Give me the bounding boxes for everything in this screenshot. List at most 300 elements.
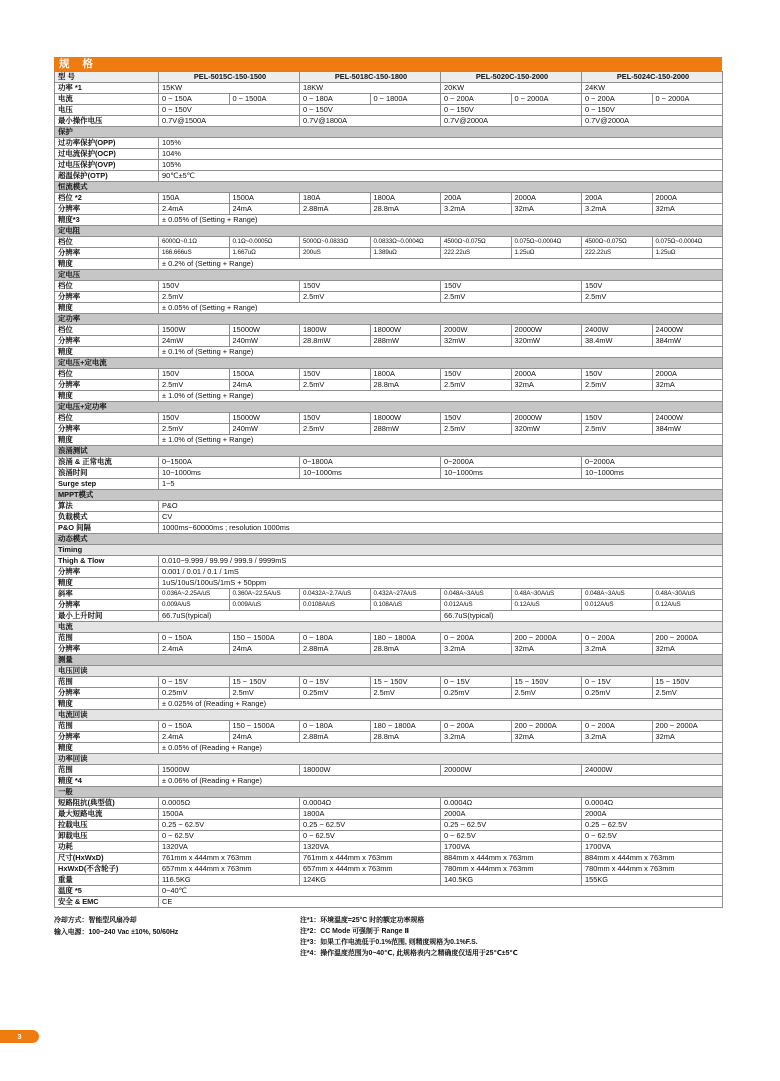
section-label: 保护 xyxy=(55,127,723,138)
spec-value: 2.5mV xyxy=(229,688,300,699)
section-header-row xyxy=(55,270,723,281)
spec-value: 104% xyxy=(159,149,723,160)
spec-value: 0.25 ~ 62.5V xyxy=(441,820,582,831)
spec-row xyxy=(55,303,723,314)
row-label: 卸载电压 xyxy=(55,831,159,842)
section-header-row xyxy=(55,446,723,457)
spec-value: 2.5mV xyxy=(511,688,582,699)
spec-value: 150V xyxy=(582,413,653,424)
spec-value: 240mW xyxy=(229,336,300,347)
spec-row xyxy=(55,556,723,567)
spec-value: 2.4mA xyxy=(159,204,230,215)
spec-value: 0.25mV xyxy=(582,688,653,699)
spec-value: 0.360A~22.5A/uS xyxy=(229,589,300,600)
spec-value: 0 ~ 200A xyxy=(582,633,653,644)
spec-value: 0.0108A/uS xyxy=(300,600,371,611)
row-label: 档位 xyxy=(55,369,159,380)
spec-value: 0.036A~2.25A/uS xyxy=(159,589,230,600)
spec-value: 200 ~ 2000A xyxy=(511,633,582,644)
spec-value: 0 ~ 1800A xyxy=(370,94,441,105)
row-label: 精度 xyxy=(55,699,159,710)
spec-row xyxy=(55,105,723,116)
spec-value: 24mA xyxy=(229,732,300,743)
spec-value: 288mW xyxy=(370,424,441,435)
spec-value: 0 ~ 150A xyxy=(159,94,230,105)
spec-value: 150V xyxy=(300,413,371,424)
spec-row xyxy=(55,897,723,908)
spec-value: 20000W xyxy=(441,765,582,776)
spec-value: 180 ~ 1800A xyxy=(370,721,441,732)
spec-value: 150V xyxy=(441,369,512,380)
spec-value: 0.25 ~ 62.5V xyxy=(300,820,441,831)
spec-value: 32mW xyxy=(441,336,512,347)
spec-value: 240mW xyxy=(229,424,300,435)
spec-value: ± 0.025% of (Reading + Range) xyxy=(159,699,723,710)
spec-value: 0.0432A~2.7A/uS xyxy=(300,589,371,600)
row-label: 分辨率 xyxy=(55,424,159,435)
spec-value: 320mW xyxy=(511,424,582,435)
spec-value: 180 ~ 1800A xyxy=(370,633,441,644)
row-label: 最大短路电流 xyxy=(55,809,159,820)
spec-value: 0 ~ 150A xyxy=(159,721,230,732)
spec-value: 15000W xyxy=(159,765,300,776)
row-label: P&O 间隔 xyxy=(55,523,159,534)
section-header-row xyxy=(55,402,723,413)
spec-value: 150V xyxy=(441,281,582,292)
spec-row xyxy=(55,94,723,105)
spec-value: 38.4mW xyxy=(582,336,653,347)
datasheet-page xyxy=(54,57,722,959)
section-label: 定电阻 xyxy=(55,226,723,237)
row-label: 电压 xyxy=(55,105,159,116)
spec-value: 0.009A/uS xyxy=(229,600,300,611)
spec-value: 1.389uΩ xyxy=(370,248,441,259)
row-label: 范围 xyxy=(55,765,159,776)
spec-row xyxy=(55,149,723,160)
section-label: 一般 xyxy=(55,787,723,798)
spec-value: 28.8mA xyxy=(370,644,441,655)
spec-value: 2000A xyxy=(652,193,723,204)
row-label: 档位 xyxy=(55,237,159,248)
spec-section-title xyxy=(54,57,722,71)
spec-value: 2400W xyxy=(582,325,653,336)
spec-value: 10~1000ms xyxy=(159,468,300,479)
note-4: 注*4：操作温度范围为0~40℃, 此规格表内之精确度仅适用于25℃±5℃ xyxy=(300,950,518,957)
spec-row xyxy=(55,424,723,435)
spec-value: 0 ~ 180A xyxy=(300,721,371,732)
spec-value: 0.25mV xyxy=(441,688,512,699)
spec-value: ± 0.05% of (Reading + Range) xyxy=(159,743,723,754)
spec-value: 1800A xyxy=(300,809,441,820)
row-label: 分辨率 xyxy=(55,567,159,578)
spec-value: 0.0833Ω~0.0004Ω xyxy=(370,237,441,248)
row-label: 功率 *1 xyxy=(55,83,159,94)
spec-row xyxy=(55,677,723,688)
spec-row xyxy=(55,842,723,853)
spec-value: 2000A xyxy=(511,369,582,380)
subsection-header-row xyxy=(55,754,723,765)
spec-value: 15 ~ 150V xyxy=(511,677,582,688)
spec-value: 2.88mA xyxy=(300,644,371,655)
footer-notes-block xyxy=(300,915,518,959)
spec-value: 0.7V@2000A xyxy=(582,116,723,127)
spec-value: 0 ~ 200A xyxy=(441,94,512,105)
spec-row xyxy=(55,435,723,446)
spec-value: 1800A xyxy=(370,369,441,380)
spec-value: 0~1800A xyxy=(300,457,441,468)
spec-value: 10~1000ms xyxy=(582,468,723,479)
spec-value: 1800W xyxy=(300,325,371,336)
row-label: 超温保护(OTP) xyxy=(55,171,159,182)
spec-value: 2.5mV xyxy=(582,424,653,435)
spec-row xyxy=(55,259,723,270)
spec-row xyxy=(55,853,723,864)
spec-row xyxy=(55,237,723,248)
spec-value: 24KW xyxy=(582,83,723,94)
spec-value: 0 ~ 15V xyxy=(300,677,371,688)
spec-value: 2.5mV xyxy=(370,688,441,699)
spec-row xyxy=(55,831,723,842)
model-name: PEL-5020C-150-2000 xyxy=(441,72,582,83)
spec-value: 0.0004Ω xyxy=(300,798,441,809)
spec-row xyxy=(55,567,723,578)
spec-value: 2000W xyxy=(441,325,512,336)
spec-value: 0 ~ 150V xyxy=(441,105,582,116)
model-header-row xyxy=(55,72,723,83)
spec-value: 32mA xyxy=(511,204,582,215)
spec-value: 0 ~ 15V xyxy=(441,677,512,688)
spec-value: 150V xyxy=(300,369,371,380)
spec-value: 1500W xyxy=(159,325,230,336)
spec-value: 0.25mV xyxy=(159,688,230,699)
spec-value: 1320VA xyxy=(300,842,441,853)
spec-value: 105% xyxy=(159,138,723,149)
spec-value: 1.25uΩ xyxy=(652,248,723,259)
row-label: 过功率保护(OPP) xyxy=(55,138,159,149)
spec-value: 0 ~ 62.5V xyxy=(159,831,300,842)
row-label: 范围 xyxy=(55,633,159,644)
row-label: 功耗 xyxy=(55,842,159,853)
spec-row xyxy=(55,644,723,655)
row-label: 安全 & EMC xyxy=(55,897,159,908)
spec-value: 780mm x 444mm x 763mm xyxy=(582,864,723,875)
spec-value: 150 ~ 1500A xyxy=(229,633,300,644)
spec-value: 0 ~ 200A xyxy=(582,94,653,105)
input-power-value: 100~240 Vac ±10%, 50/60Hz xyxy=(88,929,179,936)
spec-value: 124KG xyxy=(300,875,441,886)
spec-value: 28.8mA xyxy=(370,380,441,391)
cooling-value: 智能型风扇冷却 xyxy=(88,917,137,924)
spec-value: 18KW xyxy=(300,83,441,94)
spec-value: 0.48A~30A/uS xyxy=(511,589,582,600)
spec-value: 24000W xyxy=(652,325,723,336)
page-number-badge xyxy=(0,1030,39,1043)
note-2: 注*2：CC Mode 可强制于 Range Ⅱ xyxy=(300,928,410,935)
spec-value: 0 ~ 200A xyxy=(441,721,512,732)
spec-row xyxy=(55,215,723,226)
spec-row xyxy=(55,809,723,820)
row-label: 分辨率 xyxy=(55,600,159,611)
spec-value: 200 ~ 2000A xyxy=(652,721,723,732)
row-label: 电流 xyxy=(55,94,159,105)
spec-value: CV xyxy=(159,512,723,523)
spec-value: 24000W xyxy=(652,413,723,424)
section-header-row xyxy=(55,655,723,666)
spec-value: 3.2mA xyxy=(441,204,512,215)
spec-value: 2.88mA xyxy=(300,204,371,215)
spec-row xyxy=(55,193,723,204)
spec-value: 222.22uS xyxy=(582,248,653,259)
row-label: 尺寸(HxWxD) xyxy=(55,853,159,864)
spec-value: 10~1000ms xyxy=(300,468,441,479)
row-label: 算法 xyxy=(55,501,159,512)
spec-value: 28.8mA xyxy=(370,732,441,743)
spec-value: 200 ~ 2000A xyxy=(652,633,723,644)
row-label: 短路阻抗(典型值) xyxy=(55,798,159,809)
row-label: 范围 xyxy=(55,721,159,732)
spec-row xyxy=(55,611,723,622)
spec-value: 18000W xyxy=(370,413,441,424)
spec-row xyxy=(55,325,723,336)
cooling-line xyxy=(54,915,300,927)
section-label: 电压回读 xyxy=(55,666,723,677)
spec-row xyxy=(55,369,723,380)
spec-value: 0 ~ 62.5V xyxy=(300,831,441,842)
section-label: 动态模式 xyxy=(55,534,723,545)
spec-row xyxy=(55,391,723,402)
spec-value: 2.5mV xyxy=(441,292,582,303)
spec-value: 884mm x 444mm x 763mm xyxy=(441,853,582,864)
section-label: Timing xyxy=(55,545,723,556)
spec-value: 1700VA xyxy=(441,842,582,853)
spec-value: 200A xyxy=(441,193,512,204)
spec-row xyxy=(55,523,723,534)
footer-notes-area xyxy=(54,915,722,959)
spec-value: 32mA xyxy=(652,204,723,215)
spec-value: 20000W xyxy=(511,413,582,424)
spec-value: 24mA xyxy=(229,644,300,655)
section-header-row xyxy=(55,490,723,501)
spec-value: 3.2mA xyxy=(441,644,512,655)
spec-value: 15 ~ 150V xyxy=(370,677,441,688)
spec-value: 0 ~ 2000A xyxy=(511,94,582,105)
spec-row xyxy=(55,138,723,149)
spec-value: 2.5mV xyxy=(652,688,723,699)
spec-value: 18000W xyxy=(370,325,441,336)
spec-value: 0 ~ 62.5V xyxy=(582,831,723,842)
spec-section-title-text: 规 格 xyxy=(59,58,98,70)
spec-value: 2000A xyxy=(652,369,723,380)
row-label: 分辨率 xyxy=(55,644,159,655)
spec-value: 0.0005Ω xyxy=(159,798,300,809)
footer-left-block xyxy=(54,915,300,959)
spec-row xyxy=(55,633,723,644)
section-header-row xyxy=(55,314,723,325)
note-3: 注*3：如果工作电流低于0.1%范围, 则精度规格为0.1%F.S. xyxy=(300,939,478,946)
spec-value: 0.010~9.999 / 99.99 / 999.9 / 9999mS xyxy=(159,556,723,567)
row-label: 范围 xyxy=(55,677,159,688)
spec-row xyxy=(55,204,723,215)
spec-value: 0.048A~3A/uS xyxy=(441,589,512,600)
spec-value: 90℃±5℃ xyxy=(159,171,723,182)
row-label: 分辨率 xyxy=(55,380,159,391)
section-header-row xyxy=(55,182,723,193)
spec-value: 2.5mV xyxy=(441,380,512,391)
spec-value: 0.048A~3A/uS xyxy=(582,589,653,600)
page-number: 3 xyxy=(17,1032,22,1041)
row-label: 精度 xyxy=(55,303,159,314)
spec-value: 10~1000ms xyxy=(441,468,582,479)
model-name: PEL-5018C-150-1800 xyxy=(300,72,441,83)
spec-value: 0 ~ 1500A xyxy=(229,94,300,105)
spec-value: ± 1.0% of (Setting + Range) xyxy=(159,391,723,402)
spec-value: ± 0.1% of (Setting + Range) xyxy=(159,347,723,358)
spec-value: 1320VA xyxy=(159,842,300,853)
row-label: 档位 xyxy=(55,281,159,292)
spec-value: 320mW xyxy=(511,336,582,347)
spec-value: 150 ~ 1500A xyxy=(229,721,300,732)
spec-value: 0 ~ 2000A xyxy=(652,94,723,105)
spec-value: 155KG xyxy=(582,875,723,886)
row-label: 精度 *4 xyxy=(55,776,159,787)
spec-value: ± 0.2% of (Setting + Range) xyxy=(159,259,723,270)
section-label: 定电压+定功率 xyxy=(55,402,723,413)
row-label: 精度 xyxy=(55,391,159,402)
spec-value: 200A xyxy=(582,193,653,204)
spec-value: 150V xyxy=(300,281,441,292)
spec-value: 0 ~ 15V xyxy=(159,677,230,688)
spec-value: 0 ~ 200A xyxy=(441,633,512,644)
spec-value: 1500A xyxy=(229,369,300,380)
row-label: 分辨率 xyxy=(55,204,159,215)
spec-value: 0 ~ 62.5V xyxy=(441,831,582,842)
spec-value: 288mW xyxy=(370,336,441,347)
spec-value: ± 0.05% of (Setting + Range) xyxy=(159,303,723,314)
spec-row xyxy=(55,501,723,512)
spec-value: 1500A xyxy=(229,193,300,204)
section-label: 恒流模式 xyxy=(55,182,723,193)
spec-row xyxy=(55,468,723,479)
row-label: 最小操作电压 xyxy=(55,116,159,127)
row-label: 分辨率 xyxy=(55,732,159,743)
spec-value: 105% xyxy=(159,160,723,171)
spec-value: 0 ~ 150V xyxy=(300,105,441,116)
spec-value: 66.7uS(typical) xyxy=(441,611,723,622)
spec-row xyxy=(55,479,723,490)
subsection-header-row xyxy=(55,666,723,677)
row-label: 精度*3 xyxy=(55,215,159,226)
input-power-line xyxy=(54,927,300,939)
spec-value: 2.5mV xyxy=(159,380,230,391)
spec-value: 4500Ω~0.075Ω xyxy=(441,237,512,248)
spec-value: 200 ~ 2000A xyxy=(511,721,582,732)
spec-value: 0~2000A xyxy=(441,457,582,468)
spec-value: 0.075Ω~0.0004Ω xyxy=(652,237,723,248)
row-label: 斜率 xyxy=(55,589,159,600)
spec-value: 761mm x 444mm x 763mm xyxy=(159,853,300,864)
spec-row xyxy=(55,248,723,259)
row-label: 分辨率 xyxy=(55,688,159,699)
spec-value: 0.25mV xyxy=(300,688,371,699)
spec-row xyxy=(55,160,723,171)
spec-value: 0.7V@2000A xyxy=(441,116,582,127)
spec-value: 2000A xyxy=(511,193,582,204)
spec-row xyxy=(55,578,723,589)
spec-value: 384mW xyxy=(652,424,723,435)
spec-value: 150V xyxy=(159,369,230,380)
spec-row xyxy=(55,886,723,897)
spec-value: 0.7V@1500A xyxy=(159,116,300,127)
spec-value: 32mA xyxy=(511,380,582,391)
spec-row xyxy=(55,820,723,831)
model-name: PEL-5024C-150-2000 xyxy=(582,72,723,83)
spec-row xyxy=(55,457,723,468)
spec-value: 2.5mV xyxy=(300,424,371,435)
spec-table-body xyxy=(55,72,723,908)
section-label: 浪涌测试 xyxy=(55,446,723,457)
spec-value: 0.7V@1800A xyxy=(300,116,441,127)
spec-value: 1800A xyxy=(370,193,441,204)
spec-row xyxy=(55,732,723,743)
spec-value: 0.25 ~ 62.5V xyxy=(582,820,723,831)
spec-value: 3.2mA xyxy=(582,204,653,215)
spec-value: 0~1500A xyxy=(159,457,300,468)
spec-value: 150A xyxy=(159,193,230,204)
row-label: 精度 xyxy=(55,347,159,358)
spec-value: 150V xyxy=(159,413,230,424)
spec-value: 5000Ω~0.0833Ω xyxy=(300,237,371,248)
spec-value: 2.5mV xyxy=(441,424,512,435)
spec-value: 150V xyxy=(582,369,653,380)
spec-value: 0.12A/uS xyxy=(652,600,723,611)
note-1: 注*1：环境温度=25°C 时的额定功率规格 xyxy=(300,917,425,924)
spec-value: 384mW xyxy=(652,336,723,347)
spec-row xyxy=(55,589,723,600)
row-label: 过电流保护(OCP) xyxy=(55,149,159,160)
section-label: 定电压+定电流 xyxy=(55,358,723,369)
spec-value: 0.0004Ω xyxy=(582,798,723,809)
spec-row xyxy=(55,798,723,809)
spec-value: 0 ~ 150V xyxy=(582,105,723,116)
spec-value: 1500A xyxy=(159,809,300,820)
spec-value: 15 ~ 150V xyxy=(652,677,723,688)
spec-value: 116.5KG xyxy=(159,875,300,886)
spec-value: 3.2mA xyxy=(582,644,653,655)
spec-value: 32mA xyxy=(652,644,723,655)
model-name: PEL-5015C-150-1500 xyxy=(159,72,300,83)
section-header-row xyxy=(55,534,723,545)
spec-row xyxy=(55,765,723,776)
section-label: 测量 xyxy=(55,655,723,666)
spec-value: 1000ms~60000ms ; resolution 1000ms xyxy=(159,523,723,534)
row-label: 档位 *2 xyxy=(55,193,159,204)
spec-row xyxy=(55,688,723,699)
spec-value: 2.5mV xyxy=(300,292,441,303)
spec-value: 150V xyxy=(582,281,723,292)
row-label: Thigh & Tlow xyxy=(55,556,159,567)
spec-value: 884mm x 444mm x 763mm xyxy=(582,853,723,864)
spec-value: 24mW xyxy=(159,336,230,347)
row-label: 精度 xyxy=(55,259,159,270)
spec-value: 1.667uΩ xyxy=(229,248,300,259)
spec-value: 1700VA xyxy=(582,842,723,853)
spec-value: 2.5mV xyxy=(582,380,653,391)
spec-value: 180A xyxy=(300,193,371,204)
spec-value: 0.108A/uS xyxy=(370,600,441,611)
cooling-label: 冷却方式： xyxy=(54,917,89,924)
spec-value: 28.8mA xyxy=(370,204,441,215)
row-label: 温度 *5 xyxy=(55,886,159,897)
